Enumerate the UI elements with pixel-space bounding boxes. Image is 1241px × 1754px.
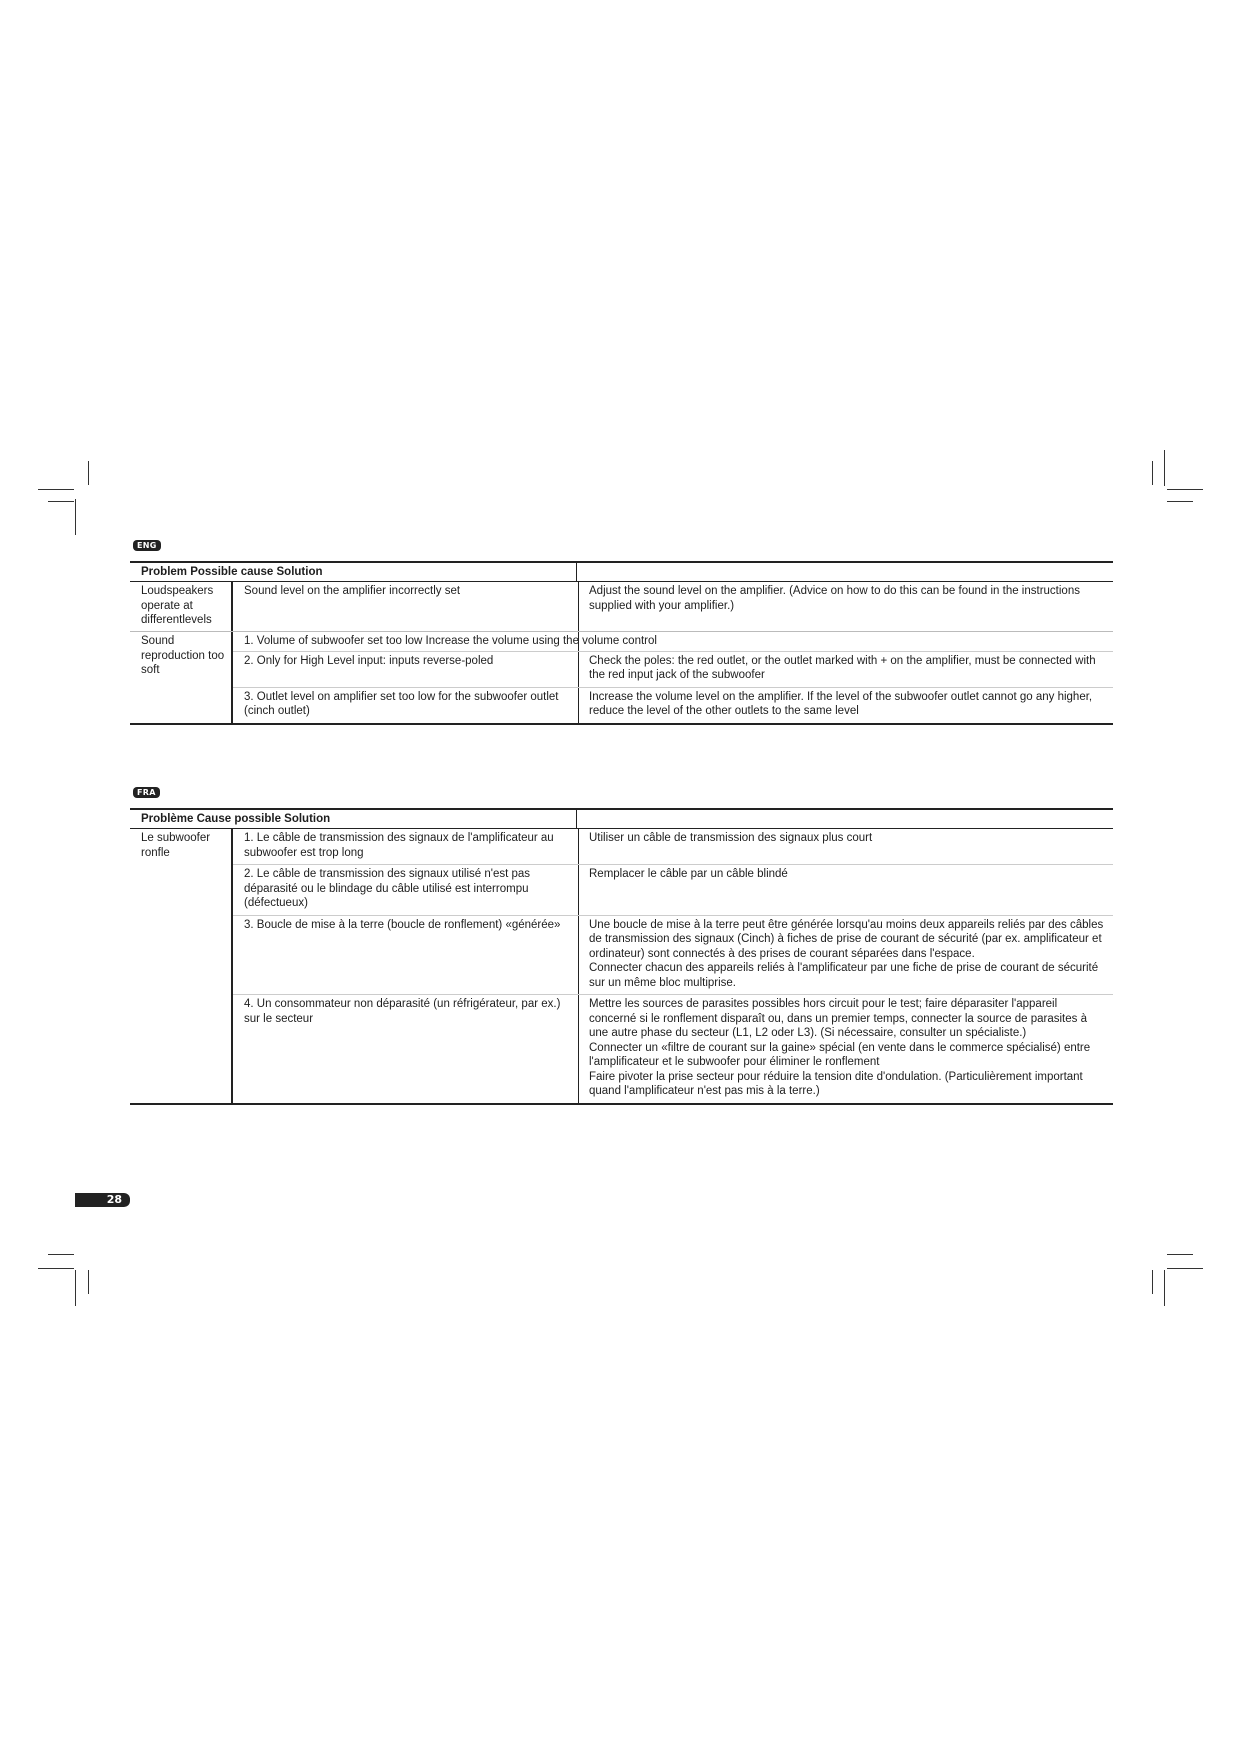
cause-cell: 2. Le câble de transmission des signaux utilisé n'est pas déparasité ou le blindage du câble utilisé est interrompu (défectueux) xyxy=(233,865,579,915)
crop-mark xyxy=(88,461,89,485)
crop-mark xyxy=(88,1270,89,1294)
cause-cell: 3. Outlet level on amplifier set too low for the subwoofer outlet (cinch outlet) xyxy=(233,688,579,723)
table-row xyxy=(233,864,1113,915)
eng-language-badge: ENG xyxy=(133,540,161,551)
solution-paragraph: Mettre les sources de parasites possibles hors circuit pour le test; faire déparasiter l'appareil concerné si le ronflement disparaît ou, dans un premier temps, connecter la source de parasites à une autre phase du secteur (L1, L2 oder L3). (Si nécessaire, consulter un spécialiste.) xyxy=(589,998,1087,1039)
crop-mark xyxy=(1164,1270,1165,1306)
solution-cell xyxy=(579,865,1113,915)
solution-paragraph: Faire pivoter la prise secteur pour réduire la tension dite d'ondulation. (Particulièrement important quand l'amplificateur n'est pas mis à la terre.) xyxy=(589,1070,1083,1097)
merged-row-cell xyxy=(233,632,1113,651)
page-number: 28 xyxy=(106,1193,122,1206)
table-row xyxy=(233,651,1113,687)
problem-cell: Sound reproduction too soft xyxy=(130,632,233,723)
cause-cell: 2. Only for High Level input: inputs reverse-poled xyxy=(233,652,579,687)
fra-troubleshooting-table xyxy=(130,808,1113,1105)
solution-cell xyxy=(579,995,1113,1103)
fra-language-badge: FRA xyxy=(133,787,160,798)
table-row xyxy=(233,582,1113,631)
crop-mark xyxy=(1152,461,1153,485)
crop-mark xyxy=(1152,1270,1153,1294)
problem-cell: Le subwoofer ronfle xyxy=(130,829,233,1103)
problem-group xyxy=(130,829,1113,1103)
crop-mark xyxy=(48,501,74,502)
table-row xyxy=(233,829,1113,864)
solution-paragraph: Une boucle de mise à la terre peut être générée lorsqu'au moins deux appareils reliés par des câbles de transmission des signaux (Cinch) à fiches de prise de courant de sécurité (par ex. amplificateur et ordinateur) sont connectés à des prises de courant séparées dans l'espace. xyxy=(589,918,1104,960)
table-header xyxy=(130,810,1113,829)
cause-cell: Sound level on the amplifier incorrectly set xyxy=(233,582,579,631)
table-header xyxy=(130,563,1113,582)
crop-mark xyxy=(1164,450,1165,486)
column-divider xyxy=(576,810,577,828)
problem-group xyxy=(130,631,1113,723)
crop-mark xyxy=(75,1270,76,1306)
crop-mark xyxy=(48,1254,74,1255)
solution-cell: Check the poles: the red outlet, or the outlet marked with + on the amplifier, must be connected with the red input jack of the subwoofer xyxy=(589,654,1096,681)
crop-mark xyxy=(75,499,76,535)
crop-mark xyxy=(1167,1254,1193,1255)
solution-cell xyxy=(579,916,1113,995)
cause-cell: 3. Boucle de mise à la terre (boucle de ronflement) «générée» xyxy=(233,916,579,995)
table-row xyxy=(233,915,1113,995)
cause-cell: 1. Le câble de transmission des signaux de l'amplificateur au subwoofer est trop long xyxy=(233,829,579,864)
solution-paragraph: Connecter un «filtre de courant sur la gaine» spécial (en vente dans le commerce spécialisé) entre l'amplificateur et le subwoofer pour éliminer le ronflement xyxy=(589,1041,1091,1068)
table-row xyxy=(233,632,1113,651)
table-row xyxy=(233,687,1113,723)
problem-group xyxy=(130,582,1113,631)
crop-mark xyxy=(38,1268,74,1269)
solution-paragraph: Remplacer le câble par un câble blindé xyxy=(589,868,788,880)
header-text: Problem Possible cause Solution xyxy=(141,566,323,578)
crop-mark xyxy=(1167,1268,1203,1269)
column-divider xyxy=(576,563,577,581)
solution-cell xyxy=(579,829,1113,864)
cause-cell: 4. Un consommateur non déparasité (un réfrigérateur, par ex.) sur le secteur xyxy=(233,995,579,1103)
solution-paragraph: Connecter chacun des appareils reliés à l'amplificateur par une fiche de prise de courant de sécurité sur un même bloc multiprise. xyxy=(589,962,1099,989)
merged-row-text: 1. Volume of subwoofer set too low Increase the volume using the volume control xyxy=(244,635,657,647)
solution-cell: Increase the volume level on the amplifier. If the level of the subwoofer outlet cannot go any higher, reduce the level of the other outlets to the same level xyxy=(589,690,1093,717)
table-row xyxy=(233,994,1113,1103)
header-text: Problème Cause possible Solution xyxy=(141,813,331,825)
crop-mark xyxy=(1167,501,1193,502)
solution-cell: Adjust the sound level on the amplifier. (Advice on how to do this can be found in the instructions supplied with your amplifier.) xyxy=(589,585,1080,612)
crop-mark xyxy=(38,489,74,490)
solution-paragraph: Utiliser un câble de transmission des signaux plus court xyxy=(589,832,873,844)
page-number-tab xyxy=(75,1193,130,1207)
eng-troubleshooting-table xyxy=(130,561,1113,725)
problem-cell: Loudspeakers operate at differentlevels xyxy=(130,582,233,631)
crop-mark xyxy=(1167,489,1203,490)
